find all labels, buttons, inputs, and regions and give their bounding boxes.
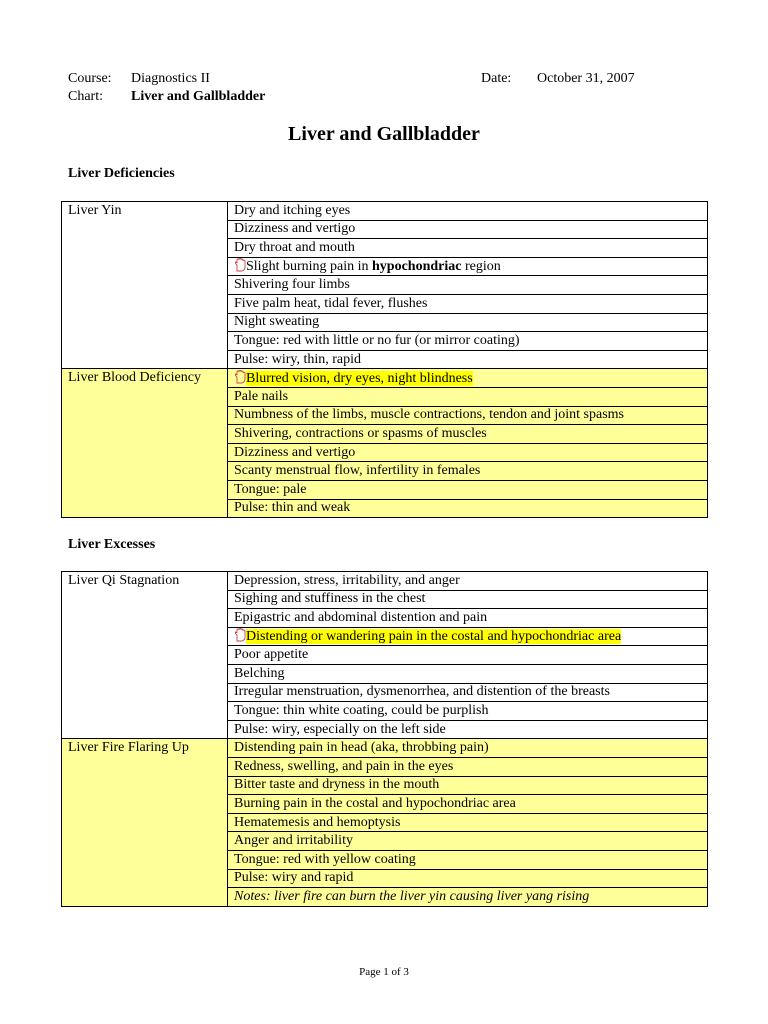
symptom-cell — [228, 813, 708, 832]
symptom-cell — [228, 257, 708, 276]
symptom-cell — [228, 757, 708, 776]
chart-value: Liver and Gallbladder — [131, 89, 266, 104]
section-heading-deficiencies: Liver Deficiencies — [68, 166, 175, 181]
symptom-cell — [228, 406, 708, 425]
symptom-text: Irregular menstruation, dysmenorrhea, and distention of the breasts — [234, 684, 610, 700]
symptom-text: region — [461, 259, 501, 275]
pattern-name: Liver Fire Flaring Up — [62, 739, 228, 906]
symptom-cell — [228, 332, 708, 351]
hand-pointer-icon — [234, 258, 246, 272]
symptom-cell — [228, 294, 708, 313]
symptom-text: Hematemesis and hemoptysis — [234, 814, 401, 830]
symptom-text: Tongue: thin white coating, could be purplish — [234, 702, 489, 718]
symptom-text: Notes: liver fire can burn the liver yin causing liver yang rising — [234, 888, 590, 904]
hand-pointer-icon — [234, 370, 246, 384]
symptom-text: Dry throat and mouth — [234, 239, 355, 255]
symptom-text: Shivering, contractions or spasms of muscles — [234, 425, 487, 441]
symptom-cell — [228, 627, 708, 646]
symptom-term: hypochondriac — [372, 259, 462, 275]
symptom-cell — [228, 387, 708, 406]
symptom-text: Dry and itching eyes — [234, 202, 351, 218]
pattern-name: Liver Qi Stagnation — [62, 572, 228, 739]
hand-pointer-icon — [234, 628, 246, 642]
symptom-text: Pulse: thin and weak — [234, 500, 351, 516]
symptom-text: Poor appetite — [234, 647, 309, 663]
symptom-text: Sighing and stuffiness in the chest — [234, 591, 426, 607]
symptom-text: Pulse: wiry, thin, rapid — [234, 351, 362, 367]
symptom-cell — [228, 664, 708, 683]
symptom-cell — [228, 720, 708, 739]
symptom-cell — [228, 480, 708, 499]
course-label: Course: — [68, 71, 112, 86]
symptom-text: Distending or wandering pain in the costal and hypochondriac area — [246, 629, 622, 645]
symptom-text: Blurred vision, dry eyes, night blindness — [246, 370, 473, 386]
symptom-text: Dizziness and vertigo — [234, 444, 356, 460]
symptom-cell — [228, 739, 708, 758]
symptom-cell — [228, 590, 708, 609]
symptom-text: Redness, swelling, and pain in the eyes — [234, 758, 454, 774]
symptom-text: Slight burning pain in — [246, 259, 372, 275]
pattern-name: Liver Blood Deficiency — [62, 369, 228, 518]
deficiencies-table — [61, 201, 708, 518]
page-number: Page 1 of 3 — [359, 966, 409, 978]
symptom-text: Distending pain in head (aka, throbbing pain) — [234, 740, 489, 756]
symptom-cell — [228, 646, 708, 665]
symptom-text: Shivering four limbs — [234, 277, 350, 293]
symptom-cell — [228, 683, 708, 702]
symptom-cell — [228, 369, 708, 388]
symptom-text: Anger and irritability — [234, 833, 353, 849]
symptom-text: Night sweating — [234, 314, 320, 330]
table-row — [62, 572, 708, 591]
table-row — [62, 369, 708, 388]
symptom-cell — [228, 499, 708, 518]
symptom-cell — [228, 202, 708, 221]
symptom-text: Dizziness and vertigo — [234, 221, 356, 237]
symptom-cell — [228, 850, 708, 869]
symptom-cell — [228, 888, 708, 907]
symptom-text: Five palm heat, tidal fever, flushes — [234, 295, 428, 311]
date-label: Date: — [481, 71, 512, 86]
symptom-cell — [228, 609, 708, 628]
symptom-text: Tongue: red with yellow coating — [234, 851, 416, 867]
symptom-cell — [228, 869, 708, 888]
course-value: Diagnostics II — [131, 71, 210, 86]
symptom-cell — [228, 832, 708, 851]
symptom-text: Tongue: red with little or no fur (or mirror coating) — [234, 332, 520, 348]
symptom-cell — [228, 313, 708, 332]
symptom-cell — [228, 239, 708, 258]
symptom-cell — [228, 702, 708, 721]
symptom-text: Numbness of the limbs, muscle contractions, tendon and joint spasms — [234, 407, 625, 423]
symptom-cell — [228, 462, 708, 481]
symptom-cell — [228, 220, 708, 239]
symptom-cell — [228, 572, 708, 591]
section-heading-excesses: Liver Excesses — [68, 537, 156, 552]
symptom-cell — [228, 795, 708, 814]
symptom-text: Pulse: wiry, especially on the left side — [234, 721, 446, 737]
symptom-cell — [228, 776, 708, 795]
table-row — [62, 739, 708, 758]
chart-label: Chart: — [68, 89, 103, 104]
symptom-text: Pale nails — [234, 388, 289, 404]
symptom-text: Epigastric and abdominal distention and pain — [234, 609, 488, 625]
symptom-text: Depression, stress, irritability, and anger — [234, 572, 460, 588]
excesses-table — [61, 571, 708, 907]
symptom-text: Belching — [234, 665, 285, 681]
table-row — [62, 202, 708, 221]
symptom-text: Pulse: wiry and rapid — [234, 870, 354, 886]
date-value: October 31, 2007 — [537, 71, 635, 86]
symptom-text: Bitter taste and dryness in the mouth — [234, 777, 440, 793]
symptom-text: Tongue: pale — [234, 481, 307, 497]
page-title: Liver and Gallbladder — [288, 123, 480, 145]
symptom-cell — [228, 350, 708, 369]
symptom-cell — [228, 443, 708, 462]
symptom-text: Scanty menstrual flow, infertility in females — [234, 463, 481, 479]
symptom-text: Burning pain in the costal and hypochondriac area — [234, 795, 516, 811]
pattern-name: Liver Yin — [62, 202, 228, 369]
symptom-cell — [228, 276, 708, 295]
symptom-cell — [228, 425, 708, 444]
